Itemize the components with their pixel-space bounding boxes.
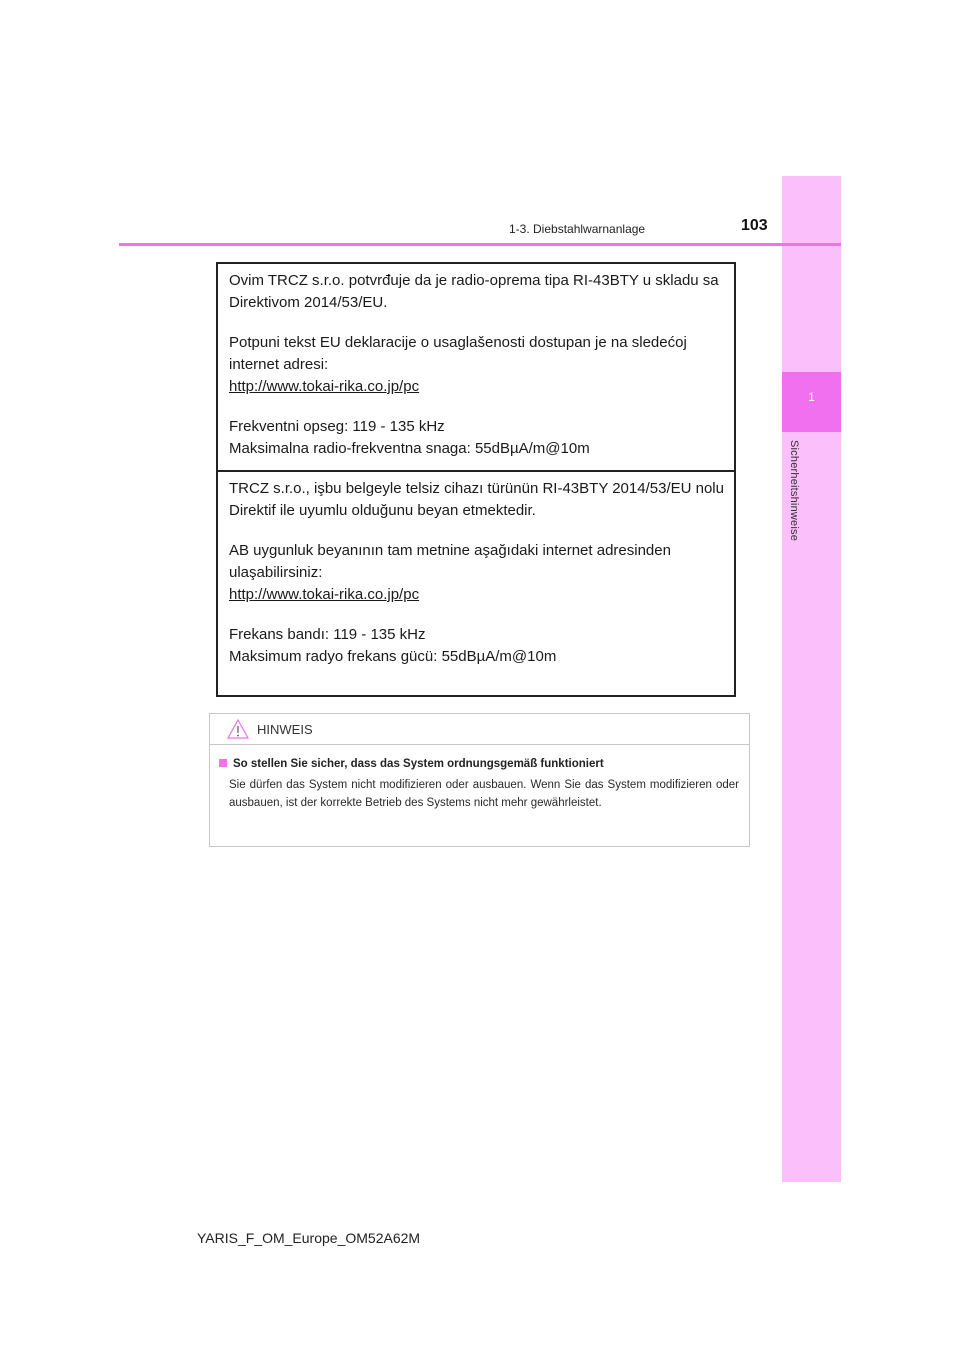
square-bullet-icon (219, 759, 227, 767)
declaration-availability-text: Potpuni tekst EU deklaracije o usaglašenosti dostupan je na sledećoj internet adresi: (229, 334, 687, 373)
declaration-availability-text: AB uygunluk beyanının tam metnine aşağıdaki internet adresinden ulaşabilirsiniz: (229, 542, 671, 581)
warning-triangle-icon (226, 718, 250, 740)
declaration-link[interactable]: http://www.tokai-rika.co.jp/pc (229, 586, 420, 603)
declaration-specs (229, 416, 724, 460)
notice-text: Sie dürfen das System nicht modifizieren oder ausbauen. Wenn Sie das System modifizieren oder ausbauen, ist der korrekte Betrieb des Systems nicht mehr gewährleistet. (229, 779, 739, 809)
frequency-range: Frekventni opseg: 119 - 135 kHz (229, 418, 445, 435)
chapter-title: Sicherheitshinweise (788, 440, 800, 542)
notice-box (209, 713, 750, 847)
notice-subheading (219, 758, 739, 770)
frequency-range: Frekans bandı: 119 - 135 kHz (229, 626, 426, 643)
section-title: 1-3. Diebstahlwarnanlage (509, 222, 646, 236)
document-id: YARIS_F_OM_Europe_OM52A62M (197, 1230, 421, 1246)
notice-header (210, 714, 749, 745)
notice-body (210, 745, 749, 812)
chapter-number: 1 (808, 390, 815, 404)
header-rule (119, 243, 841, 246)
declaration-text-availability (229, 332, 724, 398)
notice-subheading-text: So stellen Sie sicher, dass das System ordnungsgemäß funktioniert (233, 758, 604, 770)
max-power: Maksimalna radio-frekventna snaga: 55dBµA/m@10m (229, 440, 590, 457)
notice-title: HINWEIS (257, 722, 313, 737)
declaration-link[interactable]: http://www.tokai-rika.co.jp/pc (229, 378, 420, 395)
declaration-text-availability (229, 540, 724, 606)
page-number: 103 (741, 217, 768, 234)
declaration-box-turkish (216, 470, 736, 697)
declaration-statement: TRCZ s.r.o., işbu belgeyle telsiz cihazı türünün RI-43BTY 2014/53/EU nolu Direktif ile uyumlu olduğunu beyan etmektedir. (229, 480, 724, 519)
chapter-side-tab (782, 176, 841, 1182)
declaration-specs (229, 624, 724, 668)
max-power: Maksimum radyo frekans gücü: 55dBµA/m@10m (229, 648, 557, 665)
declaration-box-serbian (216, 262, 736, 472)
declaration-statement: Ovim TRCZ s.r.o. potvrđuje da je radio-oprema tipa RI-43BTY u skladu sa Direktivom 2014/53/EU. (229, 272, 719, 311)
